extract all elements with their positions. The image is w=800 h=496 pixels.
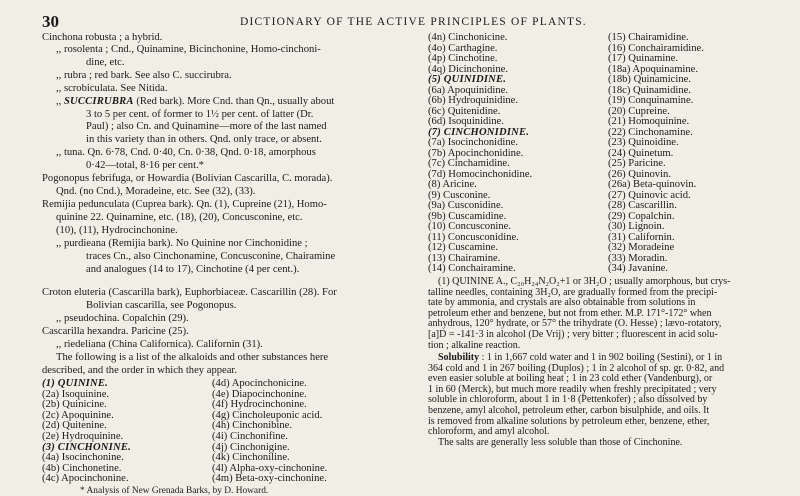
entry-line: 3 to 5 per cent. of former to 1½ per cent. of latter (Dr. [86,109,314,120]
entry-line: Qnd. (no Cnd.), Moradeine, etc. See (32), (33). [56,186,256,197]
entry-line: Remijia pedunculata (Cuprea bark). Qn. (1), Cupreine (21), Homo- [42,199,327,210]
entry-line: Cinchona robusta ; a hybrid. [42,32,163,43]
alkaloid-list-item: (6d) Isoquinidine. [428,116,504,127]
entry-line: (10), (11), Hydrocinchonine. [56,225,178,236]
alkaloid-list-item: (2e) Hydroquinine. [42,431,124,442]
alkaloid-list-item: (4e) Diapocinchonine. [212,388,307,400]
alkaloid-list-item: (1) QUININE. [42,378,108,389]
solubility-paragraph-line: is removed from alkaline solutions by petroleum ether, benzene, ether, [428,415,710,427]
alkaloid-list-item: (26) Quinovin. [608,168,671,180]
alkaloid-list-item: (22) Cinchonamine. [608,126,693,138]
alkaloid-list-item: (20) Cupreine. [608,105,670,117]
entry-line: ,, rosolenta ; Cnd., Quinamine, Bicinchonine, Homo-cinchoni- [56,44,321,55]
alkaloid-list-item: (4o) Carthagine. [428,42,498,54]
solubility-paragraph-line: soluble in chloroform, about 1 in 1·8 (Pettenkofer) ; also dissolved by [428,394,708,406]
entry-line: quinine 22. Quinamine, etc. (18), (20), Concusconine, etc. [56,212,303,223]
alkaloid-list-item: (24) Quinetum. [608,147,674,159]
alkaloid-list-item: (8) Aricine. [428,179,477,190]
alkaloid-list-item: (4k) Cinchoniline. [212,452,290,464]
entry-line: Croton eluteria (Cascarilla bark), Euphorbiaceæ. Cascarillin (28). For [42,287,337,298]
solubility-paragraph-line: even easier soluble at boiling heat ; 1 in 23 cold ether (Vandenburg), or [428,373,713,385]
quinine-paragraph-line: [a]D = -141·3 in alcohol (De Vrij) ; very bitter ; fluorescent in acid solu- [428,329,718,340]
alkaloid-list-item: (4h) Cinchonibine. [212,420,293,432]
footnote: * Analysis of New Grenada Barks, by D. Howard. [80,486,269,496]
entry-line: ,, purdieana (Remijia bark). No Quinine nor Cinchonidine ; [56,238,308,249]
entry-line: Bolivian cascarilla, see Pogonopus. [86,300,237,311]
entry-line: traces Cn., also Cinchonamine, Concusconine, Chairamine [86,251,336,262]
alkaloid-list-item: (6a) Apoquinidine. [428,84,509,96]
alkaloid-list-item: (12) Cuscamine. [428,242,499,253]
alkaloid-list-item: (4p) Cinchotine. [428,53,498,64]
entry-line: ,, rubra ; red bark. See also C. succirubra. [56,70,232,81]
alkaloid-list-item: (18b) Quinamicine. [608,74,691,85]
running-title: DICTIONARY OF THE ACTIVE PRINCIPLES OF PLANTS. [240,16,587,28]
alkaloid-list-item: (25) Paricine. [608,158,666,169]
alkaloid-list-item: (7d) Homocinchonidine. [428,168,533,180]
alkaloid-list-item: (34) Javanine. [608,263,669,274]
alkaloid-list-item: (9b) Cuscamidine. [428,210,507,222]
solubility-paragraph-line: The salts are generally less soluble than those of Cinchonine. [438,436,683,448]
solubility-paragraph-line: Solubility : 1 in 1,667 cold water and 1 in 902 boiling (Sestini), or 1 in [438,352,723,363]
entry-line: ,, SUCCIRUBRA (Red bark). More Cnd. than Qn., usually about [56,96,335,107]
alkaloid-list-item: (7c) Cinchamidine. [428,158,510,169]
solubility-paragraph-line: 364 cold and 1 in 267 boiling (Duplos) ; 1 in 2 alcohol of sp. gr. 0·82, and [428,362,725,374]
alkaloid-list-item: (4a) Isocinchonine. [42,452,124,464]
alkaloid-list-item: (29) Copalchin. [608,210,675,222]
alkaloid-list-item: (3) CINCHONINE. [42,441,131,453]
alkaloid-list-item: (4l) Alpha-oxy-cinchonine. [212,462,328,474]
alkaloid-list-item: (33) Moradin. [608,252,668,264]
alkaloid-list-item: (4j) Cinchonigine. [212,441,290,453]
alkaloid-list-item: (26a) Beta-quinovin. [608,179,697,190]
solubility-paragraph-line: chloroform, and amyl alcohol. [428,426,550,438]
alkaloid-list-item: (2a) Isoquinine. [42,388,110,400]
entry-line: 0·42—total, 8·16 per cent.* [86,160,204,171]
entry-line: Pogonopus febrifuga, or Howardia (Bolivian Cascarilla, C. morada). [42,173,333,184]
alkaloid-list-item: (4n) Cinchonicine. [428,32,508,43]
alkaloid-list-item: (6b) Hydroquinidine. [428,95,519,106]
alkaloid-list-item: (6c) Quitenidine. [428,105,501,117]
alkaloid-list-item: (16) Conchairamidine. [608,42,704,54]
alkaloid-list-item: (19) Conquinamine. [608,95,694,106]
entry-line: ,, scrobiculata. See Nitida. [56,83,168,94]
page-number: 30 [42,12,59,31]
alkaloid-list-item: (9a) Cusconidine. [428,200,504,211]
alkaloid-list-item: (2d) Quitenine. [42,420,107,432]
alkaloid-list-item: (9) Cusconine. [428,189,491,201]
alkaloid-list-item: (15) Chairamidine. [608,32,689,43]
alkaloid-list-item: (14) Conchairamine. [428,263,516,274]
alkaloid-list-item: (21) Homoquinine. [608,116,690,127]
entry-line: The following is a list of the alkaloids and other substances here [56,352,329,363]
entry-line: ,, pseudochina. Copalchin (29). [56,313,189,324]
alkaloid-list-item: (32) Moradeine [608,242,675,253]
alkaloid-list-item: (7b) Apocinchonidine. [428,147,524,159]
alkaloid-list-item: (30) Lignoin. [608,221,665,232]
quinine-paragraph-line: petroleum ether and benzene, but not from ether. M.P. 171°-172° when [428,307,712,319]
alkaloid-list-item: (4c) Apocinchonine. [42,473,129,485]
alkaloid-list-item: (28) Cascarillin. [608,200,677,211]
alkaloid-list-item: (4i) Cinchonifine. [212,431,288,442]
alkaloid-list-item: (5) QUINIDINE. [428,74,507,85]
alkaloid-list-item: (27) Quinovic acid. [608,189,691,201]
alkaloid-list-item: (4g) Cincholeuponic acid. [212,409,323,421]
alkaloid-list-item: (17) Quinamine. [608,53,679,64]
alkaloid-list-item: (10) Concusconine. [428,221,511,232]
alkaloid-list-item: (13) Chairamine. [428,252,501,264]
alkaloid-list-item: (18a) Apoquinamine. [608,63,699,75]
alkaloid-list-item: (4q) Dicinchonine. [428,63,509,75]
alkaloid-list-item: (4b) Cinchonetine. [42,462,122,474]
alkaloid-list-item: (31) Californin. [608,231,675,243]
quinine-paragraph-line: tate by ammonia, and crystals are also obtainable from solutions in [428,297,696,309]
alkaloid-list-item: (18c) Quinamidine. [608,84,691,96]
alkaloid-list-item: (23) Quinoidine. [608,137,679,148]
solubility-paragraph-line: 1 in 60 (Merck), but much more readily when freshly precipitated ; very [428,383,717,395]
alkaloid-list-item: (11) Concusconidine. [428,231,519,243]
entry-line: dine, etc. [86,57,125,68]
alkaloid-list-item: (2c) Apoquinine. [42,409,114,421]
quinine-paragraph-line: (1) QUININE A., C₂₀H₂₄N₂O₂+1 or 3H₂O ; usually amorphous, but crys- [438,276,731,287]
alkaloid-list-item: (4d) Apocinchonicine. [212,378,307,389]
quinine-paragraph-line: tion ; alkaline reaction. [428,339,521,351]
entry-line: and analogues (14 to 17), Cinchotine (4 per cent.). [86,264,300,275]
entry-line: ,, riedeliana (China Californica). Californin (31). [56,339,263,350]
entry-line: in this variety than in others. Qnd. only trace, or absent. [86,134,322,145]
solubility-paragraph-line: benzene, amyl alcohol, petroleum ether, carbon bisulphide, and oils. It [428,405,710,416]
alkaloid-list-item: (4f) Hydrocinchonine. [212,399,307,411]
entry-line: Paul) ; also Cn. and Quinamine—more of the last named [86,121,327,132]
quinine-paragraph-line: anhydrous, 120° hydrate, or 57° the trihydrate (O. Hesse) ; lævo-rotatory, [428,318,722,330]
alkaloid-list-item: (7) CINCHONIDINE. [428,126,530,138]
alkaloid-list-item: (2b) Quinicine. [42,399,107,411]
entry-line: ,, tuna. Qn. 6·78, Cnd. 0·40, Cn. 0·38, Qnd. 0·18, amorphous [56,147,316,158]
entry-line: Cascarilla hexandra. Paricine (25). [42,326,189,337]
quinine-paragraph-line: talline needles, containing 3H₂O, are gradually formed from the precipi- [428,286,718,298]
alkaloid-list-item: (7a) Isocinchonidine. [428,137,519,148]
alkaloid-list-item: (4m) Beta-oxy-cinchonine. [212,473,327,485]
entry-line: described, and the order in which they appear. [42,365,238,376]
